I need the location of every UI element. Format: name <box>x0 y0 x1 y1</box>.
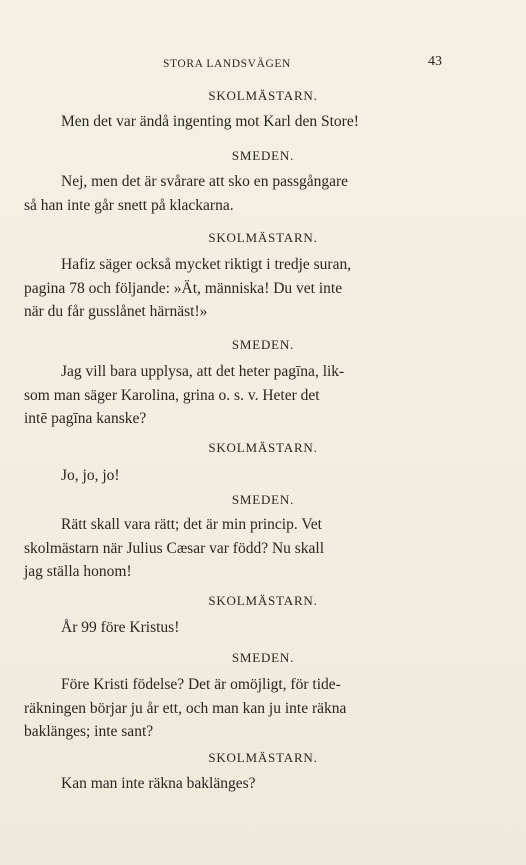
speech-line: jag ställa honom! <box>24 563 132 580</box>
speech-line: År 99 före Kristus! <box>61 619 180 636</box>
speech-line: baklänges; inte sant? <box>24 723 154 740</box>
speaker-label: SKOLMÄSTARN. <box>208 88 318 103</box>
speech-block <box>24 616 452 640</box>
speech-block <box>24 673 452 744</box>
speaker-label: SKOLMÄSTARN. <box>208 230 318 245</box>
speech-line: Kan man inte räkna baklänges? <box>61 775 256 792</box>
speech-line: Nej, men det är svårare att sko en passgångare <box>61 173 349 190</box>
speaker-label: SMEDEN. <box>231 148 295 163</box>
speech-line: Rätt skall vara rätt; det är min princip. Vet <box>61 516 322 533</box>
speech-block <box>24 513 452 584</box>
speech-block <box>24 360 452 431</box>
running-title: STORA LANDSVÄGEN <box>163 58 291 70</box>
speech-line: intē pagīna kanske? <box>24 410 147 427</box>
speech-line: Hafiz säger också mycket riktigt i tredje suran, <box>61 256 352 273</box>
speaker-label: SKOLMÄSTARN. <box>208 593 318 608</box>
speech-line: Men det var ändå ingenting mot Karl den Store! <box>61 113 359 130</box>
speech-line: så han inte går snett på klackarna. <box>24 196 234 214</box>
speech-block <box>24 772 452 796</box>
speaker-label: SKOLMÄSTARN. <box>208 750 318 765</box>
speaker-label: SKOLMÄSTARN. <box>208 440 318 455</box>
page-number: 43 <box>428 54 442 69</box>
speech-block <box>24 170 452 217</box>
speech-line: Före Kristi födelse? Det är omöjligt, för tide- <box>61 676 341 693</box>
speech-line: Jag vill bara upplysa, att det heter pagīna, lik- <box>61 363 345 380</box>
speech-line: Jo, jo, jo! <box>61 467 120 484</box>
speech-block <box>24 110 452 134</box>
speaker-label: SMEDEN. <box>231 650 295 665</box>
speech-line: pagina 78 och följande: »Ät, människa! Du vet inte <box>24 279 343 297</box>
speech-block <box>24 253 452 324</box>
speech-block <box>24 464 452 488</box>
speech-line: räkningen börjar ju år ett, och man kan ju inte räkna <box>24 699 347 717</box>
speaker-label: SMEDEN. <box>231 492 295 507</box>
page-header <box>0 54 526 74</box>
speaker-label: SMEDEN. <box>231 337 295 352</box>
speech-line: som man säger Karolina, grina o. s. v. Heter det <box>24 386 320 404</box>
speech-line: skolmästarn när Julius Cæsar var född? Nu skall <box>24 539 325 557</box>
speech-line: när du får gusslånet härnäst!» <box>24 303 208 320</box>
